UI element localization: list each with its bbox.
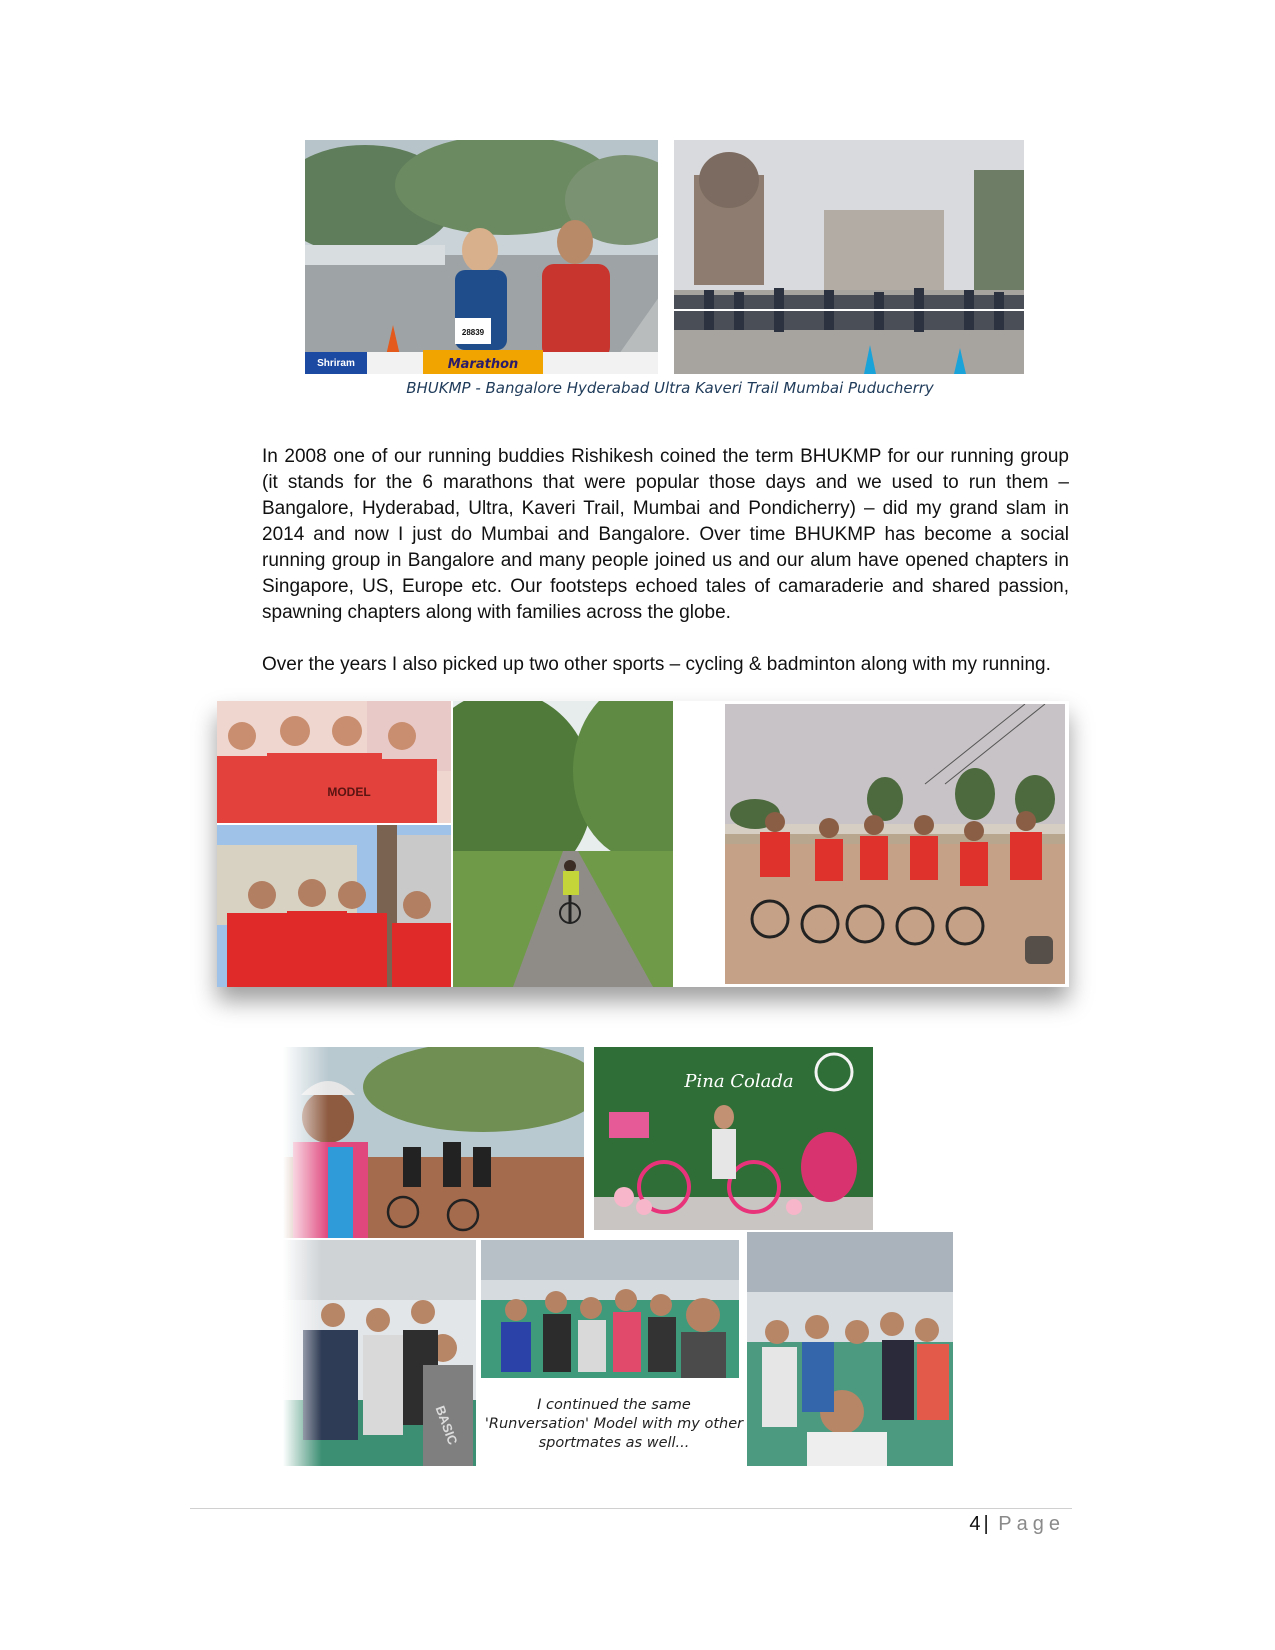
badminton-photo-center	[481, 1240, 739, 1378]
sponsor-text: Shriram	[317, 358, 355, 369]
marathon-photo-mumbai	[674, 140, 1024, 374]
marathon-photo-runners	[305, 140, 658, 374]
cyclist-road-photo	[453, 701, 673, 987]
paragraph-bhukmp: In 2008 one of our running buddies Rishikesh coined the term BHUKMP for our running group (it stands for the 6 marathons that were popular those days and we used to run them – Bangalore, Hyderabad, Ultra, Kaveri Trail, Mumbai and Pondicherry) – did my grand slam in 2014 and now I just do Mumbai and Bangalore. Over time BHUKMP has become a social running group in Bangalore and many people joined us and our alum have opened chapters in Singapore, US, Europe etc. Our footsteps echoed tales of camaraderie and shared passion, spawning chapters along with families across the globe.	[262, 446, 1069, 623]
tshirt-print-text: MODEL	[327, 785, 371, 799]
pina-colada-bicycle-photo	[594, 1047, 873, 1230]
photo-caption: BHUKMP - Bangalore Hyderabad Ultra Kaveri Trail Mumbai Puducherry	[406, 379, 934, 397]
badminton-photo-right	[747, 1232, 953, 1466]
page-label: Page	[998, 1513, 1065, 1535]
cycling-group-photo	[725, 704, 1065, 984]
page-number: 4	[969, 1513, 982, 1535]
collage-note-text: I continued the same 'Runversation' Model with my other sportmates as well...	[484, 1397, 744, 1451]
footer-rule	[190, 1508, 1072, 1509]
bib-number-text: 28839	[461, 328, 485, 337]
group-photo-model-tshirts-top	[217, 701, 451, 823]
page-footer	[969, 1513, 1065, 1536]
cycling-collage	[217, 701, 1069, 987]
page-separator: |	[983, 1513, 990, 1535]
event-banner-text: Marathon	[447, 357, 519, 372]
group-photo-model-tshirts-bottom	[217, 825, 451, 987]
badminton-photo-left	[283, 1240, 476, 1466]
cycling-selfie-photo	[283, 1047, 584, 1238]
sign-text: Pina Colada	[684, 1071, 794, 1092]
paragraph-other-sports: Over the years I also picked up two other sports – cycling & badminton along with my running.	[262, 654, 1051, 675]
